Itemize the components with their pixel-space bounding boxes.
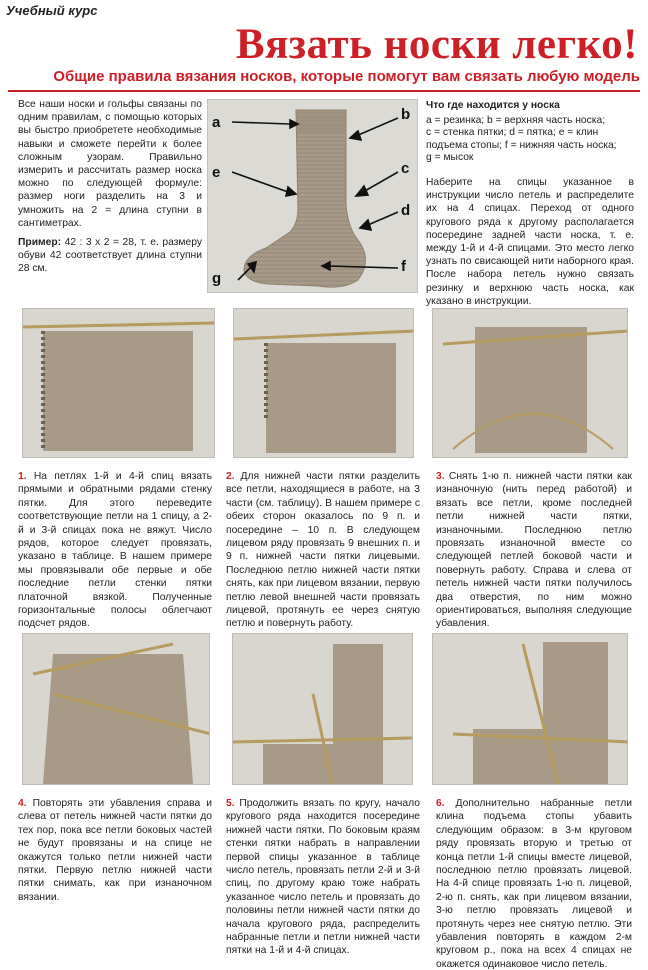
step-4-description: Повторять эти убавления справа и слева от петель нижней части пятки до тех пор, пока все петли боковых частей не будут провязаны и на спице не окажутся только петли нижней части пятки. Первую петлю нижней части пятки снимать, как при изнаночном вязании.: [18, 798, 212, 903]
legend-line: подъема стопы; f = нижняя часть носка;: [426, 139, 617, 151]
sock-illustration: [208, 100, 418, 293]
legend-line: a = резинка; b = верхняя часть носка;: [426, 114, 606, 126]
title-divider: [8, 90, 640, 92]
step-2-illustration: [234, 309, 414, 458]
step-1-description: На петлях 1-й и 4-й спиц вязать прямыми и обратными рядами стенку пятки. Для этого переведите соответствующие петли на 1 спицу, а 2-й и 3-й спицах пока не вяжут. Число рядов, которое следует провязать, указано в таблице. В нашем примере мы провязывали обе первые и обе последние петли стенки пятки платочной вязкой. Полученные горизонтальные полосы облегчают подсчет рядов.: [18, 471, 212, 630]
sock-diagram-photo: [207, 99, 418, 293]
step-1-illustration: [23, 309, 215, 458]
step-5-number: 5.: [226, 798, 235, 809]
step-2-description: Для нижней части пятки разделить все петли, находящиеся в работе, на 3 части (см. таблицу). В нашем примере с обеих сторон оказалось по 9 п. и посередине – 10 п. В следующем лицевом ряду провязать 9 внешних п. и 9 п. нижней части пятки лицевыми. Последнюю петлю нижней части пятки снять, как при лицевом вязании, первую петлю левой внешней части провязать лицевой, протянуть ее через снятую петлю и повернуть работу.: [226, 471, 420, 630]
step-6-photo: [432, 633, 628, 785]
step-3-photo: [432, 308, 628, 458]
course-label: Учебный курс: [6, 3, 98, 18]
step-6-text: [436, 797, 632, 970]
step-2-number: 2.: [226, 471, 235, 482]
step-6-number: 6.: [436, 798, 445, 809]
step-5-description: Продолжить вязать по кругу, начало кругового ряда находится посередине нижней части пятки. По боковым краям стенки пятки набрать в направлении первой спицы указанное в таблице число петель, провязать петли 2-й и 3-й спиц, по другому краю тоже набрать указанное число петель и провязать до половины петли нижней части пятки до начала кругового ряда, распределить набранные петли и петли нижней части пятки на 1-й и 4-й спицах.: [226, 798, 420, 957]
step-3-text: [436, 470, 632, 631]
legend-line: c = стенка пятки; d = пятка; e = клин: [426, 127, 599, 139]
sock-shape: [244, 110, 366, 287]
page-subtitle: Общие правила вязания носков, которые помогут вам связать любую модель: [53, 68, 640, 85]
step-4-number: 4.: [18, 798, 27, 809]
step-1-photo: [22, 308, 215, 458]
step-5-illustration: [233, 634, 413, 785]
sock-ribbing: [296, 110, 346, 132]
sock-label-e: e: [212, 164, 221, 181]
step-4-photo: [22, 633, 210, 785]
sock-label-d: d: [401, 202, 411, 219]
step-3-number: 3.: [436, 471, 445, 482]
step-5-photo: [232, 633, 413, 785]
step-6-illustration: [433, 634, 628, 785]
step-1-number: 1.: [18, 471, 27, 482]
sock-label-a: a: [212, 114, 221, 131]
step-1-text: [18, 470, 212, 631]
sock-label-c: c: [401, 160, 410, 177]
legend-paragraph: Наберите на спицы указанное в инструкции число петель и распределите их на 4 спицах. Переход от одного кругового ряда к другому располагается посередине задней части носка, т. е. между 1-й и 4-й спицами. Это место легко узнать по свисающей нити наборного края. После набора петель нужно связать резинку и верхнюю часть носка, как указано в инструкции.: [426, 176, 634, 307]
example-label: Пример:: [18, 237, 62, 249]
step-3-illustration: [433, 309, 628, 458]
intro-text: [18, 98, 202, 282]
legend-title: Что где находится у носка: [426, 100, 560, 111]
step-2-photo: [233, 308, 414, 458]
intro-paragraph: Все наши носки и гольфы связаны по одним правилам, с помощью которых вы быстро приобретете необходимые навыки и сможете перейти к более сложным узорам. Правильно измерить и рассчитать размер носка можно по следующей формуле: размер ноги разделить на 3 и умножить на 2 = длина ступни в сантиметрах.: [18, 99, 202, 229]
sock-label-g: g: [212, 270, 222, 287]
sock-label-f: f: [401, 258, 406, 275]
example-text: 42 : 3 х 2 = 28, т. е. размеру обуви 42 соответствует длина ступни 28 см.: [18, 237, 202, 275]
page-title: Вязать носки легко!: [235, 21, 638, 68]
step-3-description: Снять 1-ю п. нижней части пятки как изнаночную (нить перед работой) и вязать все петли, кроме последней петли нижней части пятки, изнаночными. Последнюю петлю провязать изнаночной вместе со следующей петлей боковой части и повернуть работу. Справа и слева от петель нижней части пятки получилось два отверстия, по ним можно ориентироваться, выполняя следующие убавления.: [436, 471, 632, 630]
sock-label-b: b: [401, 106, 411, 123]
step-4-text: [18, 797, 212, 904]
step-5-text: [226, 797, 420, 958]
step-6-description: Дополнительно набранные петли клина подъема стопы убавить следующим образом: в 3-м круговом ряду провязать вторую и третью от конца петли 1-й спицы вместе лицевой, последнюю петлю провязать лицевой. На 4-й спице провязать 1-ю п. лицевой, 2-ю п. снять, как при лицевом вязании, 3-ю петлю провязать лицевой и протянуть через нее снятую петлю. Эти убавления повторять в каждом 2-м круговом р., пока на всех 4 спицах не окажется одинаковое число петель.: [436, 798, 632, 970]
step-2-text: [226, 470, 420, 631]
sock-parts-legend: [426, 100, 634, 308]
legend-line: g = мысок: [426, 152, 474, 164]
intro-example: [18, 236, 202, 276]
step-4-illustration: [23, 634, 210, 785]
